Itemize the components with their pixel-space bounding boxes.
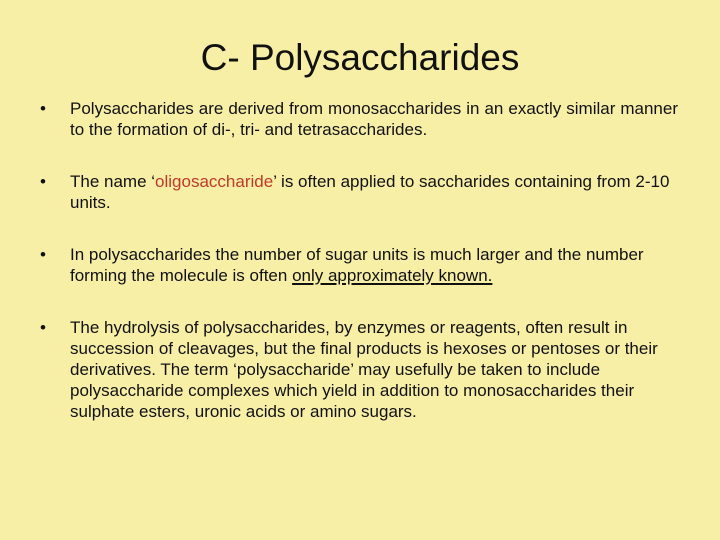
bullet-text-3-before: In polysaccharides the number of sugar units is much larger and the number forming the molecule is often [70,245,644,285]
bullet-text-3 [70,244,678,286]
bullet-text-2-before: The name ‘ [70,172,156,191]
bullet-text-2-after: ’ is often applied to saccharides containing from 2-10 units. [70,172,670,212]
slide-title: C- Polysaccharides [200,37,520,78]
bullet-icon: • [40,99,46,118]
bullet-item-3 [38,244,678,286]
underlined-phrase: only approximately known. [292,266,493,285]
bullet-item-2 [38,171,678,213]
highlight-term-oligosaccharide: oligosaccharide [155,172,274,191]
bullet-item-1 [38,98,678,140]
bullet-list [38,98,678,422]
bullet-text-2 [70,171,678,213]
bullet-text-1: Polysaccharides are derived from monosaccharides in an exactly similar manner to the formation of di-, tri- and tetrasaccharides. [70,99,678,139]
bullet-icon: • [40,172,46,191]
bullet-item-4 [38,317,678,422]
bullet-icon: • [40,245,46,264]
bullet-text-4: The hydrolysis of polysaccharides, by enzymes or reagents, often result in succession of cleavages, but the final products is hexoses or pentoses or their derivatives. The term ‘polysaccharide’ may usefully be taken to include polysaccharide complexes which yield in addition to monosaccharides their sulphate esters, uronic acids or amino sugars. [70,318,658,421]
bullet-icon: • [40,318,46,337]
